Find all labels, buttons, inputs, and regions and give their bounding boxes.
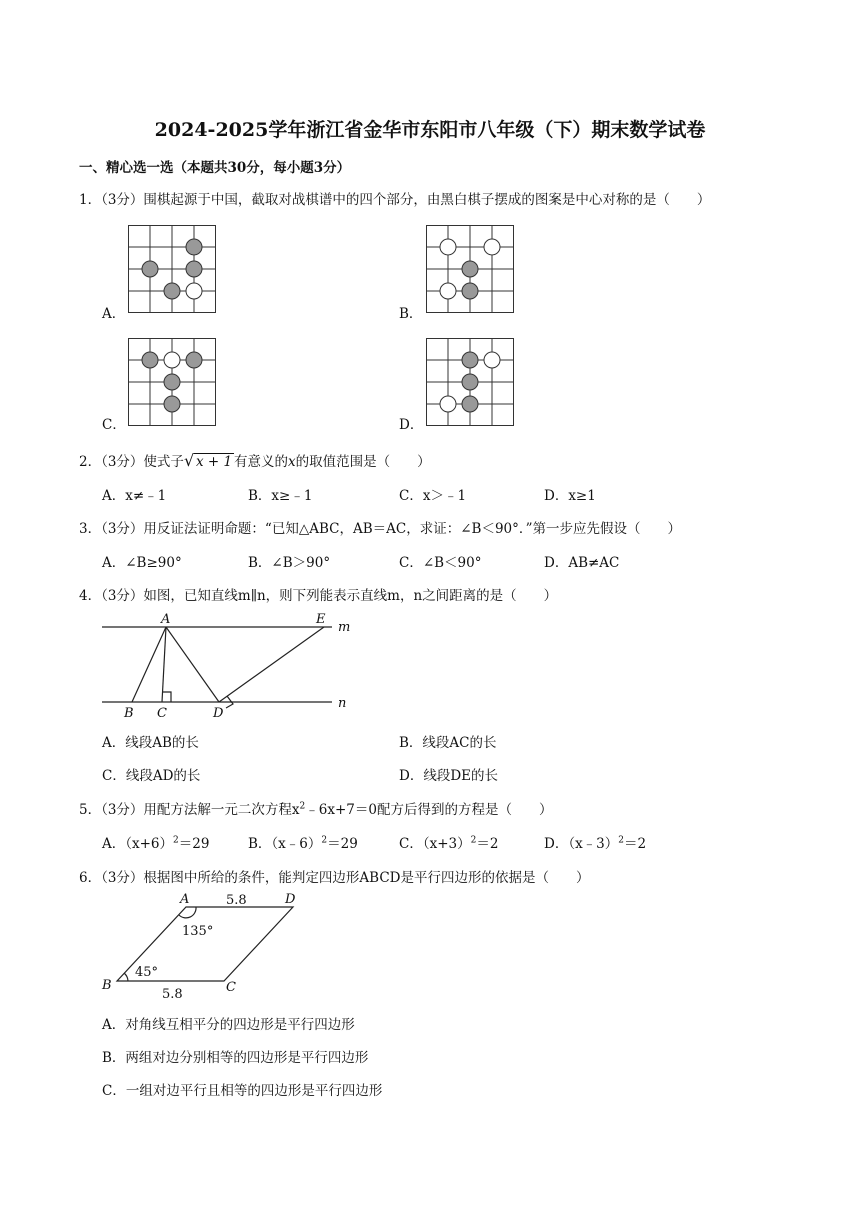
go-board-c <box>128 338 216 426</box>
fig6-label-d: D <box>285 892 296 907</box>
q2-option-c: C．x＞﹣1 <box>399 488 467 504</box>
fig6-label-b: B <box>102 978 112 993</box>
question-3-stem: 3．（3分）用反证法证明命题：“已知△ABC，AB＝AC，求证：∠B＜90°．”第一步应先假设（ ） <box>79 521 682 537</box>
question-6-stem: 6．（3分）根据图中所给的条件，能判定四边形ABCD是平行四边形的依据是（ ） <box>79 870 590 886</box>
sqrt-expression: √ x + 1 <box>183 451 233 470</box>
q2-stem-a: 2．（3分）使式子 <box>79 454 184 470</box>
q5-option-a: A．$(x+6)^2=29$ <box>102 835 210 852</box>
q1-option-a: A． <box>102 306 126 322</box>
parallelogram-figure <box>100 890 310 1005</box>
q5-stem-a: 5．（3分）用配方法解一元二次方程x <box>79 802 300 818</box>
question-4-stem: 4．（3分）如图，已知直线m∥n，则下列能表示直线m，n之间距离的是（ ） <box>79 588 558 604</box>
q1-option-b: B． <box>399 306 423 322</box>
fig6-label-a: A <box>180 892 190 907</box>
fig4-label-e: E <box>316 612 326 627</box>
fig6-angle-a: 135° <box>182 924 214 939</box>
section-heading: 一、精心选一选（本题共30分，每小题3分） <box>79 160 351 176</box>
q6-option-a: A．对角线互相平分的四边形是平行四边形 <box>102 1017 355 1033</box>
q3-option-d: D．AB≠AC <box>544 555 620 571</box>
question-2-stem <box>79 450 431 470</box>
question-1-stem: 1．（3分）围棋起源于中国，截取对战棋谱中的四个部分，由黑白棋子摆成的图案是中心对称的是（ ） <box>79 192 711 208</box>
q4-option-d: D．线段DE的长 <box>399 768 499 784</box>
fig6-angle-b: 45° <box>135 965 159 980</box>
question-5-stem <box>79 798 552 818</box>
radicand: x + 1 <box>195 454 233 470</box>
page-title: 2024-2025学年浙江省金华市东阳市八年级（下）期末数学试卷 <box>154 119 706 141</box>
fig4-label-a: A <box>161 612 171 627</box>
fig4-label-c: C <box>157 706 167 721</box>
q6-option-b: B．两组对边分别相等的四边形是平行四边形 <box>102 1050 369 1066</box>
go-board-a <box>128 225 216 313</box>
go-board-b <box>426 225 514 313</box>
go-board-d <box>426 338 514 426</box>
q4-option-b: B．线段AC的长 <box>399 735 497 751</box>
q5-option-d: D．（x﹣3）$^2$＝2 <box>544 835 647 852</box>
q5-option-b: B．（x﹣6）$^2$＝29 <box>248 835 358 852</box>
fig4-label-b: B <box>124 706 134 721</box>
q3-option-c: C．∠B＜90° <box>399 555 482 571</box>
fig6-label-c: C <box>226 980 236 995</box>
q2-option-d: D．x≥1 <box>544 488 596 504</box>
q3-option-a: A．∠B≥90° <box>102 555 182 571</box>
q3-option-b: B．∠B＞90° <box>248 555 331 571</box>
q4-option-c: C．线段AD的长 <box>102 768 201 784</box>
q5-exponent: 2 <box>299 801 306 812</box>
parallel-lines-figure <box>100 610 360 720</box>
q2-stem-c: 的取值范围是（ ） <box>295 454 431 470</box>
fig4-label-n: n <box>338 696 347 711</box>
fig4-label-d: D <box>213 706 224 721</box>
q2-option-a: A．x≠﹣1 <box>102 488 167 504</box>
fig4-label-m: m <box>338 620 351 635</box>
q2-stem-b: 有意义的 <box>234 454 289 470</box>
q5-option-c: C．$(x+3)^2=2$ <box>399 835 499 852</box>
fig6-top-length: 5.8 <box>226 893 247 908</box>
q4-option-a: A．线段AB的长 <box>102 735 199 751</box>
q6-option-c: C．一组对边平行且相等的四边形是平行四边形 <box>102 1083 383 1099</box>
q5-stem-b: ﹣6x+7＝0配方后得到的方程是（ ） <box>305 802 553 818</box>
q1-option-c: C． <box>102 417 126 433</box>
q1-option-d: D． <box>399 417 424 433</box>
q2-variable: x <box>288 454 296 470</box>
fig6-bottom-length: 5.8 <box>162 987 183 1002</box>
q2-option-b: B．x≥﹣1 <box>248 488 313 504</box>
